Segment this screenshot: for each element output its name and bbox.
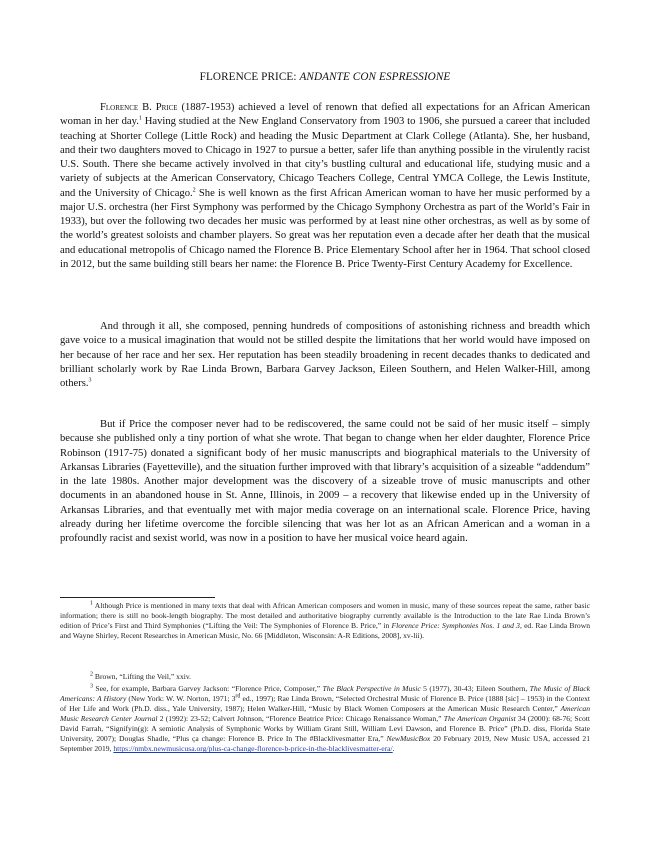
ordinal-suffix: rd: [235, 693, 241, 700]
footnote-mark: 3: [90, 683, 93, 690]
footnote-ref[interactable]: 2: [192, 186, 196, 193]
paragraph-text: She is well known as the first African American woman to have her music performed by a major U.S. orchestra (her First Symphony was performed by the Chicago Symphony Orchestra as part of the World’s Fair in 1933), but over the following two decades her music was performed by at least nine other orchestras, as well as by some of the world’s greatest soloists and chamber players. So great was her reputation even a decade after her death that the musical and educational metropolis of Chicago named the Florence B. Price Elementary School after her in 1964. That school closed in 2012, but the same building still bears her name: the Florence B. Price Twenty-First Century Academy for Excellence.: [60, 187, 590, 270]
title-work: ANDANTE CON ESPRESSIONE: [299, 71, 451, 83]
footnote-text: .: [392, 744, 395, 754]
footnote-mark: 2: [90, 671, 93, 678]
footnote-text: Although Price is mentioned in many texts that deal with African American composers and women in music, many of these sources repeat the same, rather basic information; there is still no book-length biography. The most detailed and authoritative biography currently available is the Introduction to the late Rae Linda Brown’s edition of Price’s First and Third Symphonies (“Lifting the Veil: The Symphonies of Florence B. Price,” in: [60, 601, 590, 631]
footnote-text: (New York: W. W. Norton, 1971; 3: [126, 694, 236, 704]
paragraph-2: [60, 320, 590, 391]
footnote-text: , ed. Rae Linda Brown and Wayne Shirley, Recent Researches in American Music, No. 66 [Middleton, Wisconsin: A-R Editions, 2008], xv-lii).: [60, 621, 591, 641]
footnote-text: ed., 1997); Rae Linda Brown, “Selected Orchestral Music of Florence B. Price (1888 [sic] – 1953) in the Context of Her Life and Work (Ph.D. diss., Yale University, 1987); Helen Walker-Hill, “Music by Black Women Composers at the American Music Research Center,”: [60, 694, 590, 714]
footnote-text: 20 February 2019, New Music USA, accessed 21 September 2019,: [60, 734, 590, 754]
footnote-3: [60, 684, 590, 754]
paragraph-1: [60, 101, 590, 272]
footnote-text: 34 (2000): 68-76; Scott David Farrah, “Signifyin(g): A semiotic Analysis of Symphonic Works by William Grant Still, William Levi Dawson, and Florence B. Price” (Ph.D. diss, Florida State University, 2007); Douglas Shadle, “Plus ça change: Florence B. Price In The #Blacklivesmatter Era,”: [60, 714, 591, 744]
paragraph-text: But if Price the composer never had to be rediscovered, the same could not be said of her music itself – simply because she published only a tiny portion of what she wrote. That began to change when her elder daughter, Florence Price Robinson (1917-75) donated a significant body of her music manuscripts and biographical materials to the University of Arkansas Libraries (Fayetteville), and the situation further improved with that library’s acquisition of a sizeable “addendum” in the late 1980s. Another major development was the discovery of a sizeable trove of music manuscripts and other documents in an abandoned house in St. Anne, Illinois, in 2009 – a recovery that likewise ended up in the University of Arkansas Libraries, and that eventually met with major media coverage on an international scale. Florence Price, having already during her lifetime overcome the forcible silencing that was her lot as an African American and a woman in a profoundly racist and sexist world, was now in a position to have her musical voice heard again.: [60, 419, 590, 544]
footnote-italic: The Music of Black Americans: A History: [60, 684, 591, 704]
footnote-divider: [60, 597, 215, 598]
paragraph-text: (1887-1953) achieved a level of renown that defied all expectations for an African American woman in her day.: [60, 102, 590, 128]
footnote-italic: The American Organist: [443, 714, 516, 724]
footnote-mark: 1: [90, 600, 93, 607]
paragraph-text: Having studied at the New England Conservatory from 1903 to 1906, she pursued a career that included teaching at Shorter College (Little Rock) and heading the Music Department at Clark College (Atlanta). She, her husband, and their two daughters moved to Chicago in 1927 to pursue a better, safer life than anything possible in the virulently racist U.S. South. There she became actively involved in that city’s bustling cultural and educational life, studying music and a variety of subjects at the American Conservatory, Chicago Teachers College, Central YMCA College, the Lewis Institute, and the University of Chicago.: [60, 116, 591, 199]
footnote-link[interactable]: https://nmbx.newmusicusa.org/plus-ca-change-florence-b-price-in-the-blacklivesmatter-era/: [113, 744, 393, 754]
page-title: [60, 71, 590, 83]
footnote-ref[interactable]: 3: [88, 377, 92, 384]
footnote-text: 5 (1977), 30-43; Eileen Southern,: [420, 684, 530, 693]
footnote-2: [60, 672, 590, 682]
footnote-italic: Florence Price: Symphonies Nos. 1 and 3: [391, 621, 520, 631]
footnote-text: Brown, “Lifting the Veil,” xxiv.: [93, 672, 192, 681]
footnote-1: [60, 601, 590, 641]
footnote-italic: NewMusicBox: [386, 734, 431, 744]
paragraph-text: And through it all, she composed, penning hundreds of compositions of astonishing richness and breadth which gave voice to a musical imagination that would not be stilled despite the limitations that her world would have imposed on her because of her race and her sex. Her reputation has been steadily broadening in recent decades thanks to dedicated and brilliant scholarly work by Rae Linda Brown, Barbara Garvey Jackson, Eileen Southern, and Helen Walker-Hill, among others.: [60, 321, 590, 389]
footnote-text: See, for example, Barbara Garvey Jackson: “Florence Price, Composer,”: [93, 684, 323, 693]
paragraph-3: [60, 418, 590, 546]
footnote-italic: The Black Perspective in Music: [322, 684, 421, 693]
footnote-text: 2 (1992): 23-52; Calvert Johnson, “Florence Beatrice Price: Chicago Renaissance Woman,”: [157, 714, 444, 724]
paragraph-lead: Florence B. Price: [100, 102, 178, 113]
footnote-italic: American Music Research Center Journal: [60, 704, 590, 724]
footnote-ref[interactable]: 1: [138, 115, 142, 122]
title-composer: FLORENCE PRICE:: [199, 71, 297, 83]
